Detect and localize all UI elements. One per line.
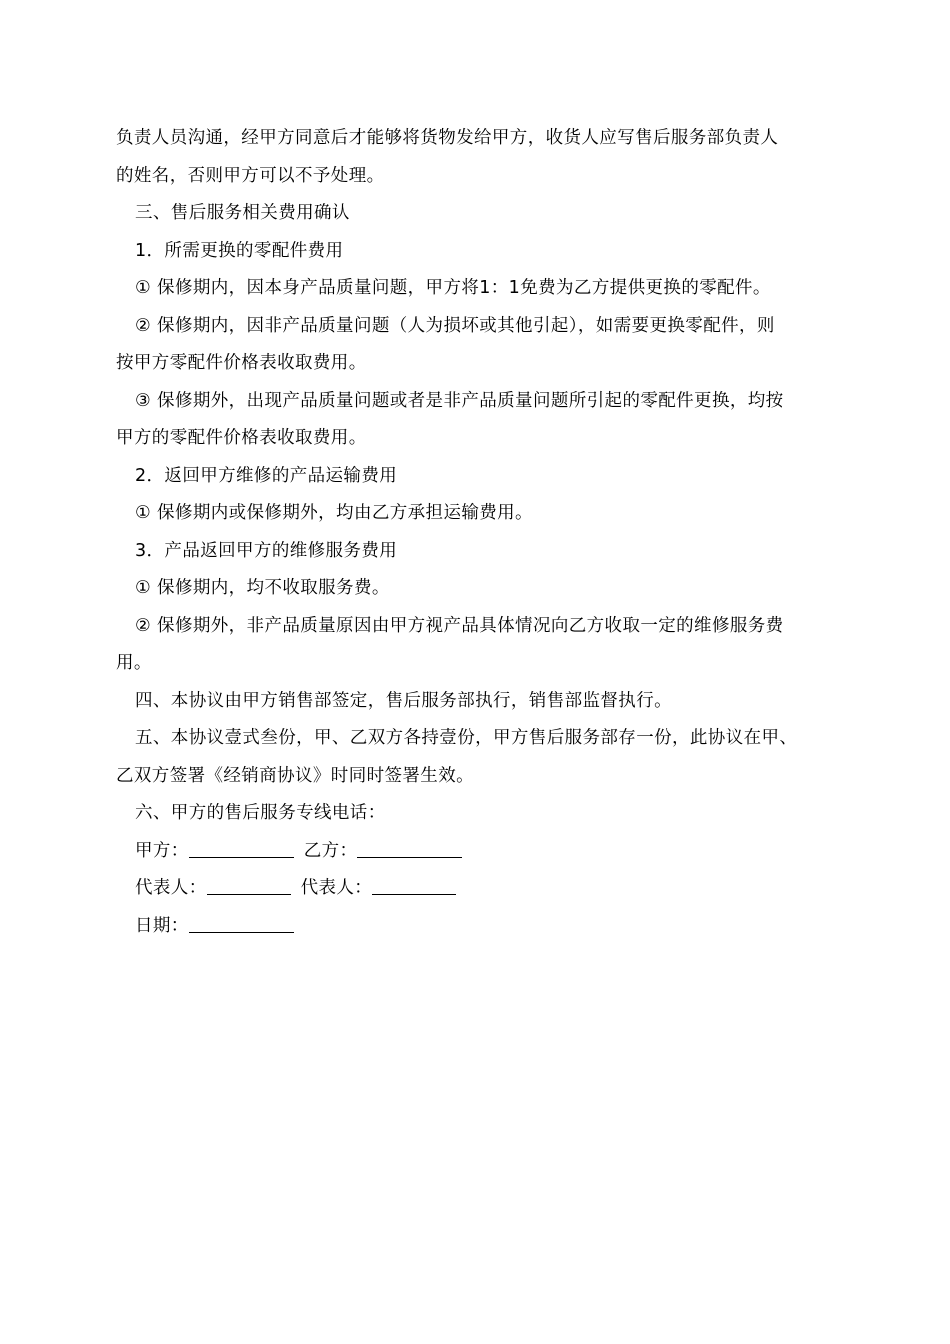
list-item: ③ 保修期外，出现产品质量问题或者是非产品质量问题所引起的零配件更换，均按: [135, 390, 784, 411]
party-a-blank[interactable]: [189, 840, 294, 858]
subsection-heading: 1．所需更换的零配件费用: [135, 240, 344, 261]
date-label: 日期：: [135, 915, 189, 936]
party-b-blank[interactable]: [357, 840, 462, 858]
paragraph-line: 乙双方签署《经销商协议》时同时签署生效。: [116, 765, 474, 786]
list-item: ② 保修期内，因非产品质量问题（人为损坏或其他引起），如需要更换零配件，则: [135, 315, 775, 336]
signature-date-row: [116, 908, 838, 946]
list-item: ① 保修期内，均不收取服务费。: [135, 578, 390, 598]
section-heading: 三、售后服务相关费用确认: [135, 203, 350, 223]
party-b-label: 乙方：: [303, 840, 358, 861]
subsection-heading: 2．返回甲方维修的产品运输费用: [135, 465, 398, 486]
paragraph-line: 负责人员沟通，经甲方同意后才能够将货物发给甲方，收货人应写售后服务部负责人: [116, 128, 779, 148]
document-page: [116, 120, 838, 945]
party-a-label: 甲方：: [135, 840, 189, 861]
date-blank[interactable]: [189, 915, 294, 933]
section-heading: 六、甲方的售后服务专线电话：: [135, 803, 386, 823]
subsection-heading: 3．产品返回甲方的维修服务费用: [135, 540, 398, 561]
list-item: ① 保修期内或保修期外，均由乙方承担运输费用。: [135, 503, 533, 523]
list-item: ① 保修期内，因本身产品质量问题，甲方将1：1免费为乙方提供更换的零配件。: [135, 278, 771, 298]
section-heading: 五、本协议壹式叁份，甲、乙双方各持壹份，甲方售后服务部存一份，此协议在甲、: [135, 728, 798, 748]
signature-rep-row: [116, 870, 838, 908]
rep-a-blank[interactable]: [207, 877, 291, 895]
paragraph-line: 按甲方零配件价格表收取费用。: [116, 353, 367, 373]
section-heading: 四、本协议由甲方销售部签定，售后服务部执行，销售部监督执行。: [135, 690, 672, 711]
signature-party-row: [116, 833, 838, 871]
rep-a-label: 代表人：: [135, 878, 207, 898]
paragraph-line: 甲方的零配件价格表收取费用。: [116, 428, 367, 448]
list-item: ② 保修期外，非产品质量原因由甲方视产品具体情况向乙方收取一定的维修服务费: [135, 615, 784, 636]
rep-b-blank[interactable]: [372, 877, 456, 895]
paragraph-line: 的姓名，否则甲方可以不予处理。: [116, 165, 385, 186]
rep-b-label: 代表人：: [300, 878, 373, 898]
paragraph-line: 用。: [116, 653, 152, 673]
